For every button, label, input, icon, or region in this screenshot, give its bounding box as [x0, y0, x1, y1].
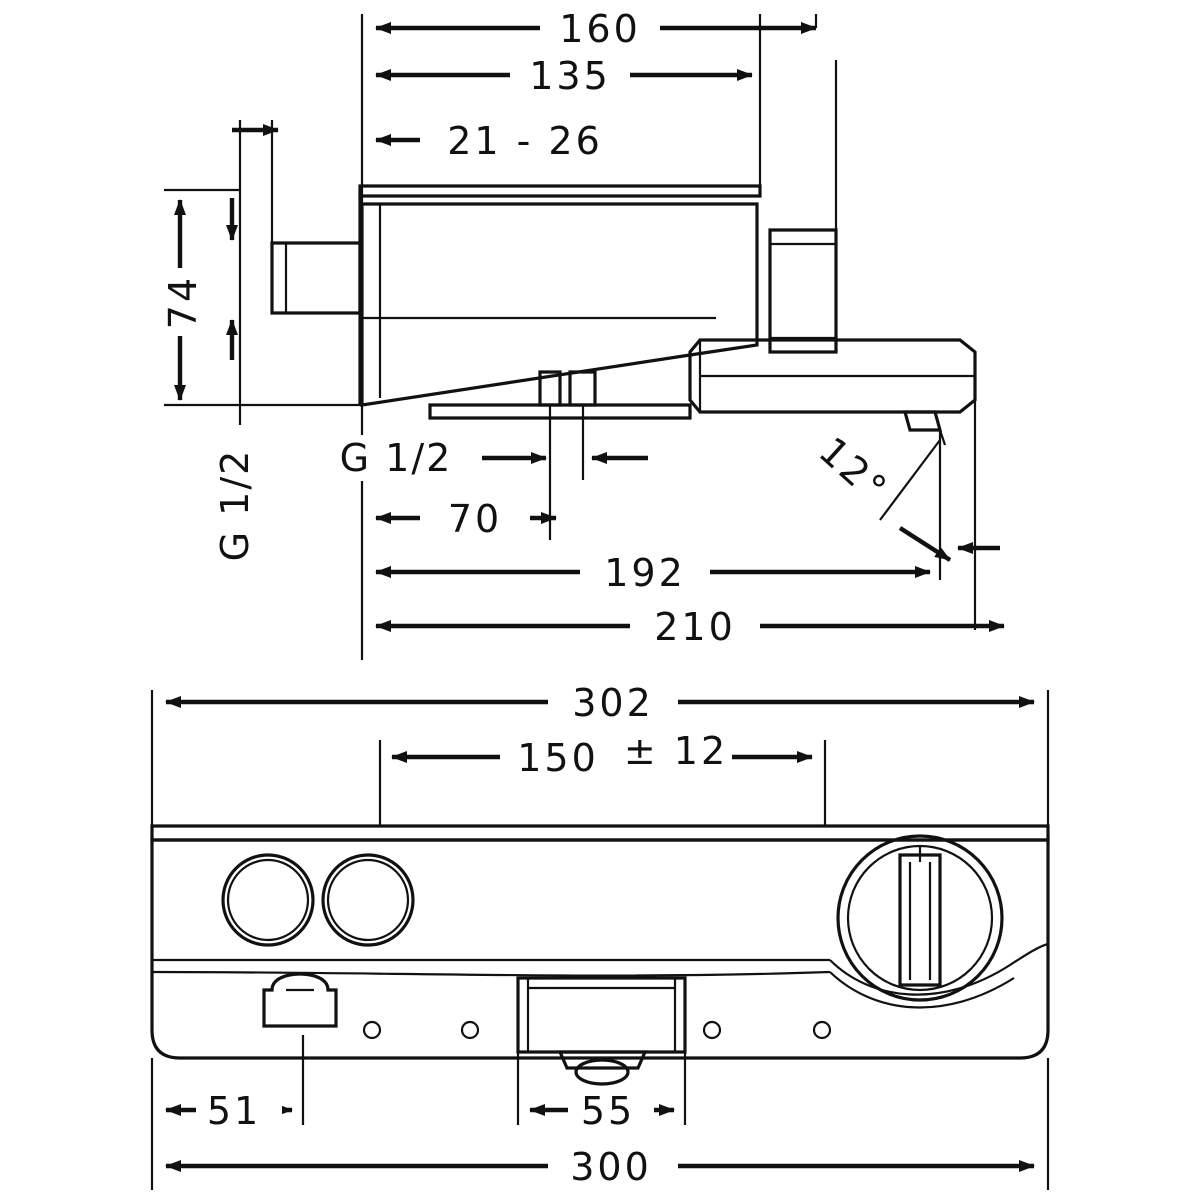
dim-192-label: 192	[604, 551, 686, 595]
dim-74-label: 74	[161, 274, 205, 330]
dim-70-label: 70	[447, 497, 503, 541]
dim-21-26-label: 21 - 26	[447, 119, 603, 163]
dim-55-label: 55	[580, 1089, 636, 1133]
dim-150-label: 150	[517, 736, 599, 780]
dim-51-label: 51	[206, 1089, 262, 1133]
thread-left-label: G 1/2	[213, 448, 257, 562]
dim-302-label: 302	[572, 681, 654, 725]
dim-210-label: 210	[654, 605, 736, 649]
dim-160-label: 160	[559, 7, 641, 51]
dim-135-label: 135	[529, 54, 611, 98]
front-elevation-product	[152, 826, 1048, 1084]
thread-right-label: G 1/2	[339, 436, 453, 480]
dimension-lines	[152, 14, 1048, 1190]
side-elevation-product	[272, 186, 975, 445]
dim-300-label: 300	[570, 1145, 652, 1189]
dim-12deg-label: 12°	[810, 428, 897, 513]
dim-tolerance-12-label: ± 12	[623, 729, 729, 773]
